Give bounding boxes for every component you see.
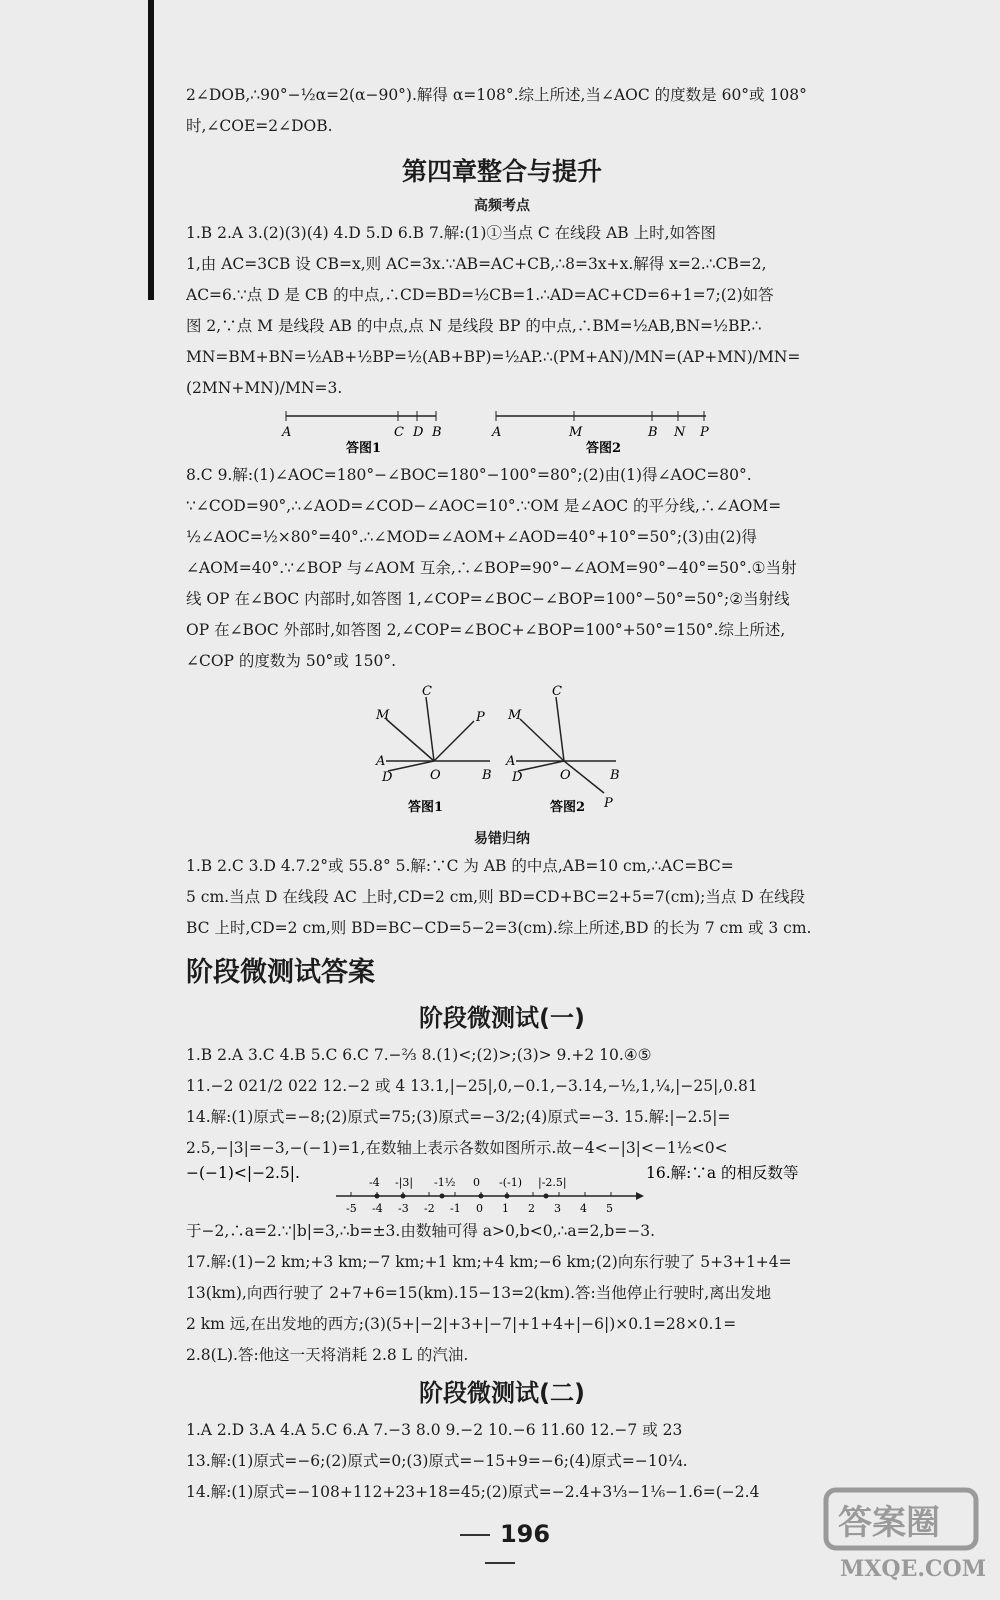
number-line-tick-label: 0 (476, 1202, 483, 1215)
number-line-tick-label: -4 (372, 1202, 383, 1215)
segment-figure-2 (491, 411, 709, 456)
point-label: N (674, 425, 686, 440)
number-line-tick-label: 5 (606, 1202, 613, 1215)
text-fragment: 16.解:∵a 的相反数等 (646, 1164, 799, 1182)
point-label: M (508, 708, 522, 723)
point-label: P (604, 796, 613, 811)
segment-figure-svg (186, 404, 818, 460)
point-label: O (560, 768, 571, 783)
text-line: OP 在∠BOC 外部时,如答图 2,∠COP=∠BOC+∠BOP=100°+50°=150°.综上所述, (186, 621, 786, 639)
point-label: C (422, 684, 432, 699)
angle-figure-svg (186, 677, 818, 827)
number-line-tick-label: 3 (554, 1202, 561, 1215)
figure-caption: 答图2 (550, 800, 586, 815)
text-line: 于−2,∴a=2.∵|b|=3,∴b=±3.由数轴可得 a>0,b<0,∴a=2,b=−3. (186, 1222, 656, 1240)
text-line: 1.A 2.D 3.A 4.A 5.C 6.A 7.−3 8.0 9.−2 10.−6 11.60 12.−7 或 23 (186, 1421, 683, 1439)
section-subtitle: 易错归纳 (474, 831, 530, 847)
watermark-cn: 答案圈 (838, 1503, 940, 1543)
number-line-tick-label: 1 (502, 1202, 509, 1215)
number-line-svg (186, 1164, 818, 1216)
test-title: 阶段微测试(二) (419, 1379, 585, 1407)
page-number (440, 1520, 560, 1576)
point-label: A (282, 425, 292, 440)
number-line-point (375, 1194, 380, 1199)
point-label: O (430, 768, 441, 783)
figure-caption: 答图1 (408, 800, 444, 815)
point-label: A (506, 754, 516, 769)
number-line-point (505, 1194, 510, 1199)
point-label: P (700, 425, 709, 440)
angle-figure-2 (505, 684, 620, 815)
chapter-title: 第四章整合与提升 (401, 157, 602, 186)
point-label: D (413, 425, 424, 440)
point-label: B (432, 425, 442, 440)
number-line-tick-label: -3 (398, 1202, 409, 1215)
point-label: D (512, 770, 523, 785)
text-line: 14.解:(1)原式=−108+112+23+18=45;(2)原式=−2.4+3⅓−1⅙−1.6=(−2.4 (186, 1483, 760, 1501)
number-line-point-label: 0 (473, 1176, 480, 1189)
point-label: M (569, 425, 583, 440)
text-line: 2∠DOB,∴90°−½α=2(α−90°).解得 α=108°.综上所述,当∠AOC 的度数是 60°或 108° (186, 86, 807, 104)
text-line: 1.B 2.A 3.(2)(3)(4) 4.D 5.D 6.B 7.解:(1)①当点 C 在线段 AB 上时,如答图 (186, 224, 717, 242)
text-line: 13(km),向西行驶了 2+7+6=15(km).15−13=2(km).答:当他停止行驶时,离出发地 (186, 1284, 772, 1302)
number-line-point-label: |-2.5| (538, 1176, 567, 1189)
point-label: B (482, 768, 492, 783)
text-line: 时,∠COE=2∠DOB. (186, 117, 333, 135)
text-line: 11.−2 021/2 022 12.−2 或 4 13.1,|−25|,0,−0.1,−3.14,−½,1,¼,|−25|,0.81 (186, 1077, 758, 1095)
point-label: A (492, 425, 502, 440)
figure-caption: 答图2 (586, 441, 622, 456)
text-line: 2.8(L).答:他这一天将消耗 2.8 L 的汽油. (186, 1346, 469, 1364)
number-line-point-label: -(-1) (499, 1176, 523, 1189)
dash-right (485, 1562, 515, 1564)
watermark-logo (820, 1480, 990, 1590)
text-line: 1.B 2.A 3.C 4.B 5.C 6.C 7.−⅔ 8.(1)<;(2)>;(3)> 9.+2 10.④⑤ (186, 1046, 652, 1064)
binding-edge (148, 0, 154, 300)
text-line: 13.解:(1)原式=−6;(2)原式=0;(3)原式=−15+9=−6;(4)原式=−10¼. (186, 1452, 688, 1470)
point-label: C (552, 684, 562, 699)
point-label: M (376, 708, 390, 723)
text-line: 1,由 AC=3CB 设 CB=x,则 AC=3x.∵AB=AC+CB,∴8=3x+x.解得 x=2.∴CB=2, (186, 255, 767, 273)
text-line: 图 2,∵点 M 是线段 AB 的中点,点 N 是线段 BP 的中点,∴BM=½AB,BN=½BP.∴ (186, 317, 762, 335)
number-line-point-label: -4 (369, 1176, 380, 1189)
point-label: P (476, 710, 485, 725)
text-line: BC 上时,CD=2 cm,则 BD=BC−CD=5−2=3(cm).综上所述,BD 的长为 7 cm 或 3 cm. (186, 919, 812, 937)
text-line: AC=6.∵点 D 是 CB 的中点,∴CD=BD=½CB=1.∴AD=AC+CD=6+1=7;(2)如答 (186, 286, 774, 304)
text-line: ∠COP 的度数为 50°或 150°. (186, 652, 396, 670)
test-title: 阶段微测试(一) (419, 1004, 585, 1032)
text-fragment: −(−1)<|−2.5|. (186, 1164, 300, 1182)
page-number-text: 196 (499, 1520, 551, 1548)
segment-figure-1 (281, 411, 442, 456)
text-line: 1.B 2.C 3.D 4.7.2°或 55.8° 5.解:∵C 为 AB 的中点,AB=10 cm,∴AC=BC= (186, 857, 734, 875)
figure-caption: 答图1 (346, 441, 382, 456)
number-line-point-label: -1½ (434, 1176, 456, 1189)
text-line: ∵∠COD=90°,∴∠AOD=∠COD−∠AOC=10°.∵OM 是∠AOC 的平分线,∴∠AOM= (186, 497, 782, 515)
answers-title: 阶段微测试答案 (186, 957, 375, 988)
number-line-tick-label: -5 (346, 1202, 357, 1215)
text-line: MN=BM+BN=½AB+½BP=½(AB+BP)=½AP.∴(PM+AN)/MN=(AP+MN)/MN= (186, 348, 801, 366)
text-line: 5 cm.当点 D 在线段 AC 上时,CD=2 cm,则 BD=CD+BC=2+5=7(cm);当点 D 在线段 (186, 888, 806, 906)
text-line: (2MN+MN)/MN=3. (186, 379, 343, 397)
point-label: A (376, 754, 386, 769)
point-label: B (610, 768, 620, 783)
segment-figures (186, 404, 818, 460)
number-line-point (440, 1194, 445, 1199)
angle-figures (186, 677, 818, 827)
number-line-tick-label: -1 (450, 1202, 461, 1215)
text-line: 14.解:(1)原式=−8;(2)原式=75;(3)原式=−3/2;(4)原式=−3. 15.解:|−2.5|= (186, 1108, 731, 1126)
angle-figure-1 (375, 684, 492, 815)
text-line: 8.C 9.解:(1)∠AOC=180°−∠BOC=180°−100°=80°;(2)由(1)得∠AOC=80°. (186, 466, 752, 484)
number-line-tick-label: -2 (424, 1202, 435, 1215)
section-subtitle: 高频考点 (474, 198, 530, 214)
point-label: B (648, 425, 658, 440)
text-line: ½∠AOC=½×80°=40°.∴∠MOD=∠AOM+∠AOD=40°+10°=50°;(3)由(2)得 (186, 528, 758, 546)
number-line-point-label: -|3| (395, 1176, 414, 1189)
text-line: 17.解:(1)−2 km;+3 km;−7 km;+1 km;+4 km;−6 km;(2)向东行驶了 5+3+1+4= (186, 1253, 792, 1271)
page-content (186, 80, 818, 1508)
text-line: 2.5,−|3|=−3,−(−1)=1,在数轴上表示各数如图所示.故−4<−|3|<−1½<0< (186, 1139, 728, 1157)
number-line-point (479, 1194, 484, 1199)
text-line: ∠AOM=40°.∵∠BOP 与∠AOM 互余,∴∠BOP=90°−∠AOM=90°−40°=50°.①当射 (186, 559, 797, 577)
number-line-point (544, 1194, 549, 1199)
watermark-svg (820, 1480, 990, 1590)
text-line: 2 km 远,在出发地的西方;(3)(5+|−2|+3+|−7|+1+4+|−6|)×0.1=28×0.1= (186, 1315, 737, 1333)
number-line-tick-label: 4 (580, 1202, 587, 1215)
number-line-row (186, 1164, 818, 1216)
watermark-en: MXQE.COM (840, 1556, 987, 1582)
point-label: C (394, 425, 404, 440)
dash-left (460, 1534, 490, 1536)
number-line (336, 1176, 644, 1215)
number-line-point (401, 1194, 406, 1199)
number-line-tick-label: 2 (528, 1202, 535, 1215)
point-label: D (382, 770, 393, 785)
text-line: 线 OP 在∠BOC 内部时,如答图 1,∠COP=∠BOC−∠BOP=100°−50°=50°;②当射线 (186, 590, 790, 608)
